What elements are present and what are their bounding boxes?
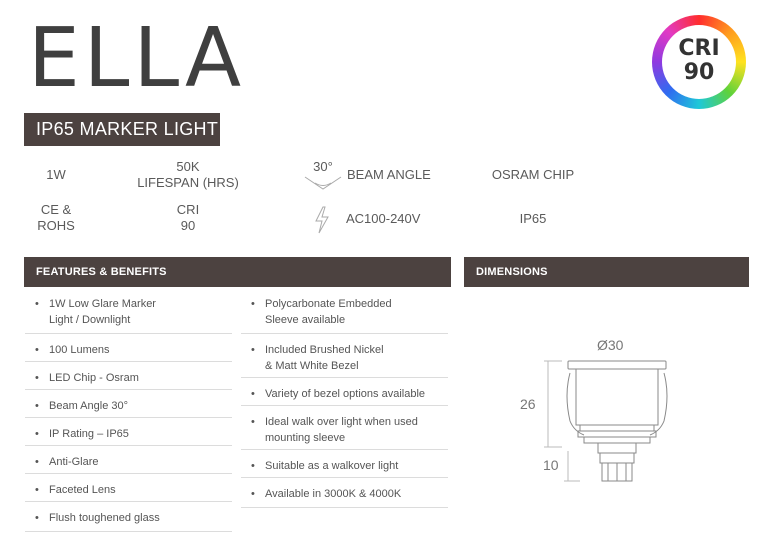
bullet: • bbox=[35, 372, 39, 384]
bullet: • bbox=[251, 298, 255, 310]
dimension-base: 10 bbox=[543, 457, 559, 473]
feature-text: Sleeve available bbox=[265, 314, 346, 326]
spec-cert-line2: ROHS bbox=[37, 218, 75, 233]
feature-text: Flush toughened glass bbox=[49, 512, 160, 524]
bullet: • bbox=[251, 388, 255, 400]
feature-text: mounting sleeve bbox=[265, 432, 346, 444]
bullet: • bbox=[35, 298, 39, 310]
list-item bbox=[25, 454, 232, 474]
dimensions-header: DIMENSIONS bbox=[464, 257, 749, 287]
bullet: • bbox=[35, 456, 39, 468]
list-item bbox=[25, 342, 232, 362]
feature-text: Light / Downlight bbox=[49, 314, 131, 326]
list-item bbox=[25, 398, 232, 418]
spec-lifespan-label: LIFESPAN (HRS) bbox=[137, 175, 239, 190]
dimension-drawing bbox=[540, 355, 680, 485]
dimension-diameter: Ø30 bbox=[597, 337, 624, 353]
bullet: • bbox=[251, 344, 255, 356]
product-subtitle: IP65 MARKER LIGHT bbox=[24, 113, 220, 146]
bullet: • bbox=[35, 428, 39, 440]
list-item bbox=[25, 296, 232, 334]
spec-cri bbox=[168, 202, 208, 234]
cri-badge-inner bbox=[662, 25, 736, 99]
bullet: • bbox=[35, 400, 39, 412]
product-title: ELLA bbox=[28, 11, 246, 106]
feature-text: Available in 3000K & 4000K bbox=[265, 488, 402, 500]
list-item bbox=[241, 296, 448, 334]
feature-text: Variety of bezel options available bbox=[265, 388, 426, 400]
spec-cri-value: 90 bbox=[180, 218, 196, 233]
list-item bbox=[241, 342, 448, 378]
feature-text: Beam Angle 30° bbox=[49, 400, 129, 412]
cri-badge bbox=[652, 15, 746, 109]
spec-cri-label: CRI bbox=[176, 202, 200, 217]
feature-text: 100 Lumens bbox=[49, 344, 110, 356]
list-item bbox=[25, 426, 232, 446]
spec-lifespan-value: 50K bbox=[176, 159, 200, 174]
spec-beam-value: 30° bbox=[313, 159, 333, 174]
spec-power: 1W bbox=[46, 167, 66, 182]
spec-certification bbox=[34, 202, 78, 234]
spec-ip: IP65 bbox=[519, 211, 547, 226]
list-item bbox=[241, 386, 448, 406]
features-left-list bbox=[25, 296, 232, 546]
feature-text: Suitable as a walkover light bbox=[265, 460, 399, 472]
bullet: • bbox=[35, 344, 39, 356]
list-item bbox=[241, 458, 448, 478]
lightning-icon bbox=[313, 206, 331, 234]
feature-text: Polycarbonate Embedded bbox=[265, 298, 392, 310]
feature-text: Included Brushed Nickel bbox=[265, 344, 384, 356]
spec-chip: OSRAM CHIP bbox=[491, 167, 575, 182]
feature-text: Faceted Lens bbox=[49, 484, 116, 496]
spec-lifespan bbox=[130, 159, 246, 191]
list-item bbox=[25, 510, 232, 532]
list-item bbox=[241, 486, 448, 508]
dimension-height: 26 bbox=[520, 396, 536, 412]
feature-text: Ideal walk over light when used bbox=[265, 416, 418, 428]
feature-text: & Matt White Bezel bbox=[265, 360, 359, 372]
cri-badge-value: 90 bbox=[683, 60, 715, 85]
bullet: • bbox=[251, 416, 255, 428]
spec-cert-line1: CE & bbox=[40, 202, 72, 217]
bullet: • bbox=[251, 488, 255, 500]
cri-badge-label: CRI bbox=[678, 36, 720, 61]
feature-text: Anti-Glare bbox=[49, 456, 99, 468]
list-item bbox=[25, 482, 232, 502]
list-item bbox=[241, 414, 448, 450]
bullet: • bbox=[35, 484, 39, 496]
features-header: FEATURES & BENEFITS bbox=[24, 257, 451, 287]
list-item bbox=[25, 370, 232, 390]
bullet: • bbox=[35, 512, 39, 524]
beam-angle-icon bbox=[303, 175, 343, 191]
features-right-list bbox=[241, 296, 448, 516]
spec-voltage: AC100-240V bbox=[346, 211, 421, 226]
feature-text: IP Rating – IP65 bbox=[49, 428, 129, 440]
feature-text: LED Chip - Osram bbox=[49, 372, 139, 384]
feature-text: 1W Low Glare Marker bbox=[49, 298, 156, 310]
spec-beam-label: BEAM ANGLE bbox=[347, 167, 431, 182]
bullet: • bbox=[251, 460, 255, 472]
